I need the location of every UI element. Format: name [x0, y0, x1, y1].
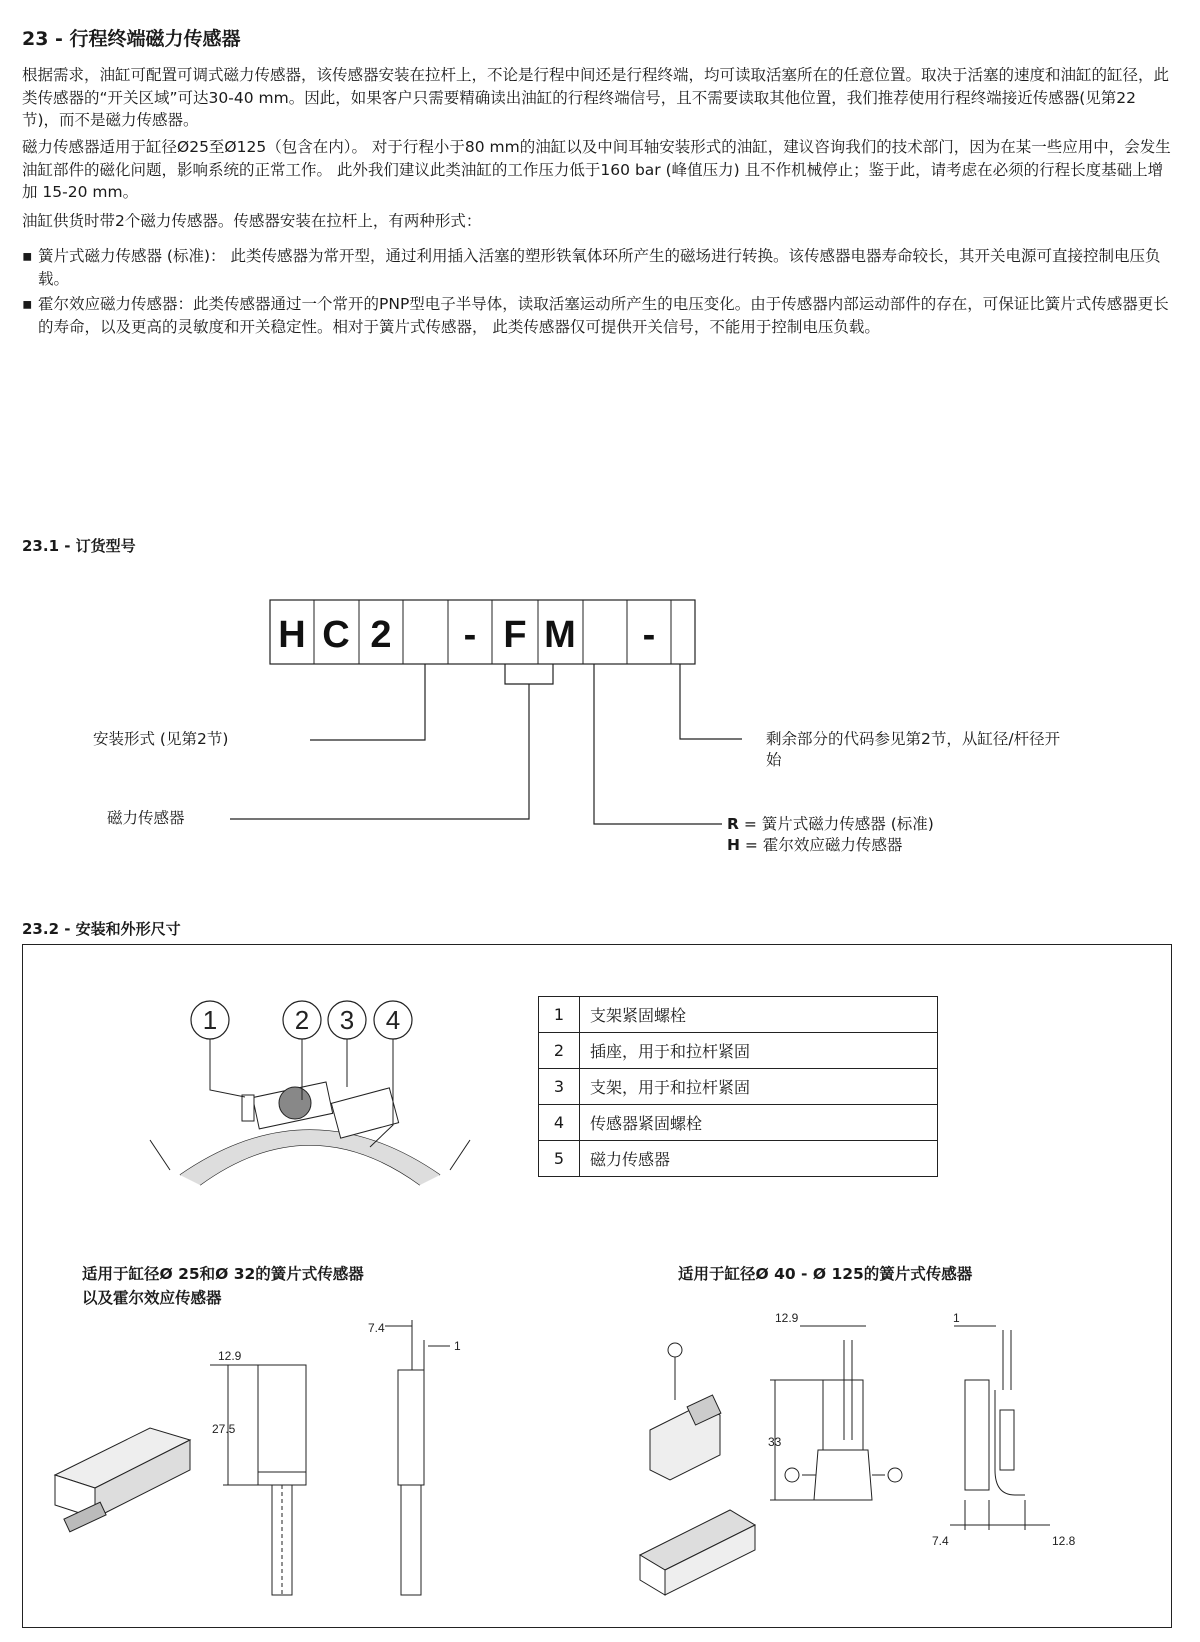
bore-paragraph: 磁力传感器适用于缸径Ø25至Ø125（包含在内）。 对于行程小于80 mm的油缸以及中间耳轴安装形式的油缸，建议咨询我们的技术部门，因为在某一些应用中，会发生油缸部件的磁化问题，影响系统的正常工作。 此外我们建议此类油缸的工作压力低于160 bar (峰值压力) 且不作机械停止；鉴于此，请考虑在必须的行程长度基础上增加 15-20 mm。	[22, 138, 1171, 201]
dim-large-width: 12.9	[775, 1311, 799, 1325]
leader-mount	[310, 664, 425, 740]
sensor-options	[727, 814, 934, 856]
dim-small-depth: 7.4	[368, 1321, 385, 1335]
left-caption	[82, 1262, 364, 1310]
dim-large-height: 33	[768, 1435, 782, 1449]
part-number: 2	[539, 1033, 580, 1069]
part-name: 支架，用于和拉杆紧固	[580, 1069, 938, 1105]
small-sensor-drawings	[40, 1320, 500, 1620]
intro-paragraph: 根据需求，油缸可配置可调式磁力传感器，该传感器安装在拉杆上，不论是行程中间还是行程终端，均可读取活塞所在的任意位置。取决于活塞的速度和油缸的缸径，此类传感器的“开关区域”可达30-40 mm。因此，如果客户只需要精确读出油缸的行程终端信号，且不需要读取其他位置，我们推荐使用行程终端接近传感器(见第22节)，而不是磁力传感器。	[22, 66, 1170, 129]
large-sensor-side	[950, 1326, 1050, 1530]
small-sensor-front	[258, 1365, 306, 1595]
tie-rod-section	[279, 1087, 311, 1119]
tube-edge-right	[450, 1140, 470, 1170]
large-sensor-drawings	[620, 1311, 1160, 1620]
part-number: 5	[539, 1141, 580, 1177]
code-char-2: C	[322, 614, 350, 656]
callout-line-1	[210, 1039, 245, 1097]
large-sensor-front	[785, 1340, 902, 1500]
rest-label-line1: 剩余部分的代码参见第2节，从缸径/杆径开	[766, 730, 1061, 748]
code-char-7: M	[544, 614, 576, 656]
bullet-reed	[22, 245, 1172, 290]
bullet-dot: ▪	[22, 247, 33, 265]
table-row	[539, 997, 938, 1033]
dim-large-depth: 7.4	[932, 1534, 949, 1548]
supply-paragraph: 油缸供货时带2个磁力传感器。传感器安装在拉杆上，有两种形式：	[22, 212, 482, 230]
section-title: 23 - 行程终端磁力传感器	[22, 28, 241, 50]
option-r-text: = 簧片式磁力传感器 (标准)	[738, 815, 934, 833]
code-char-9: -	[642, 614, 656, 656]
sensor-label: 磁力传感器	[107, 809, 185, 827]
code-char-1: H	[278, 614, 306, 656]
option-h-code: H	[727, 836, 740, 854]
part-number: 3	[539, 1069, 580, 1105]
bullet-hall	[22, 293, 1172, 338]
left-caption-line2: 以及霍尔效应传感器	[82, 1289, 222, 1307]
part-name: 支架紧固螺栓	[580, 997, 938, 1033]
part-name: 传感器紧固螺栓	[580, 1105, 938, 1141]
left-caption-line1: 适用于缸径Ø 25和Ø 32的簧片式传感器	[82, 1265, 364, 1283]
rest-label-line2: 始	[766, 751, 782, 769]
code-char-3: 2	[370, 614, 392, 656]
tube-edge-left	[150, 1140, 170, 1170]
part-number: 1	[539, 997, 580, 1033]
dim-small-height: 27.5	[212, 1422, 236, 1436]
bullet-text: 簧片式磁力传感器 (标准)： 此类传感器为常开型，通过利用插入活塞的塑形铁氧体环所产生的磁场进行转换。该传感器电器寿命较长，其开关电源可直接控制电压负载。	[38, 247, 1161, 288]
code-char-5: -	[463, 614, 477, 656]
parts-table	[538, 996, 938, 1177]
table-row	[539, 1105, 938, 1141]
leader-sensor	[230, 684, 529, 819]
mount-label: 安装形式 (见第2节)	[93, 730, 229, 748]
leader-options	[594, 664, 722, 824]
rest-label	[766, 729, 1060, 771]
large-sensor-iso	[640, 1343, 755, 1595]
code-char-6: F	[503, 614, 527, 656]
bullet-dot: ▪	[22, 295, 33, 313]
table-row	[539, 1033, 938, 1069]
install-title: 23.2 - 安装和外形尺寸	[22, 920, 181, 938]
bullet-text: 霍尔效应磁力传感器：此类传感器通过一个常开的PNP型电子半导体，读取活塞运动所产生的电压变化。由于传感器内部运动部件的存在，可保证比簧片式传感器更长的寿命，以及更高的灵敏度和开关稳定性。相对于簧片式传感器， 此类传感器仅可提供开关信号，不能用于控制电压负载。	[38, 295, 1169, 336]
tube-fill	[180, 1130, 440, 1185]
callout-1: 1	[202, 1005, 218, 1035]
small-sensor-side	[385, 1320, 450, 1595]
dim-large-cable: 12.8	[1052, 1534, 1076, 1548]
callout-4: 4	[385, 1005, 401, 1035]
leader-lines	[230, 664, 742, 824]
leader-bracket	[505, 664, 553, 684]
part-name: 磁力传感器	[580, 1141, 938, 1177]
small-sensor-iso	[55, 1428, 190, 1532]
bracket-screw-head	[242, 1095, 254, 1121]
part-name: 插座，用于和拉杆紧固	[580, 1033, 938, 1069]
table-row	[539, 1141, 938, 1177]
mounting-illustration	[130, 975, 490, 1205]
right-caption: 适用于缸径Ø 40 - Ø 125的簧片式传感器	[678, 1265, 973, 1283]
dim-small-gap: 1	[454, 1339, 461, 1353]
sensor-body	[331, 1088, 398, 1138]
order-title: 23.1 - 订货型号	[22, 537, 136, 555]
callout-3: 3	[339, 1005, 355, 1035]
dim-small-width: 12.9	[218, 1349, 242, 1363]
part-number: 4	[539, 1105, 580, 1141]
leader-rest	[680, 664, 742, 739]
option-r-code: R	[727, 815, 739, 833]
dim-large-gap: 1	[953, 1311, 960, 1325]
callout-2: 2	[294, 1005, 310, 1035]
table-row	[539, 1069, 938, 1105]
option-h-text: = 霍尔效应磁力传感器	[739, 836, 903, 854]
